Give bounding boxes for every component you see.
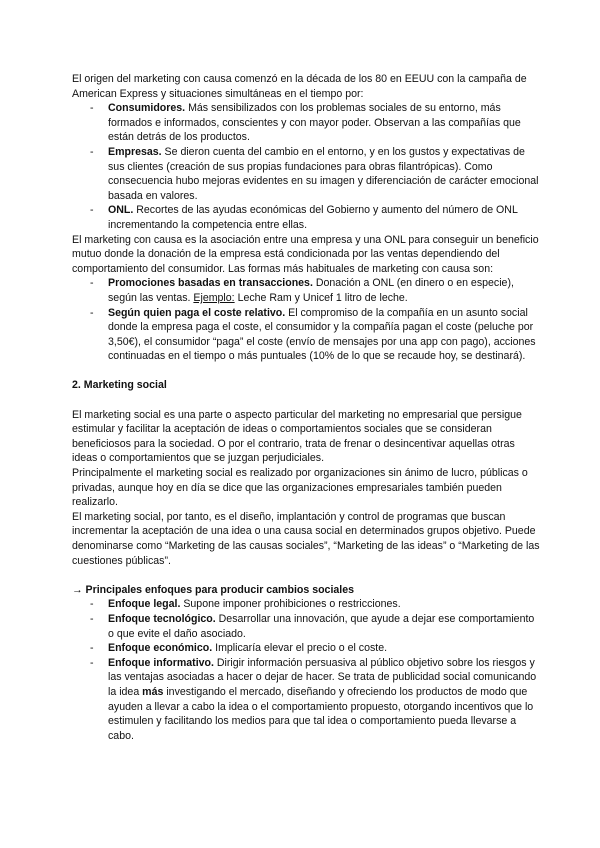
list-item-text: Más sensibilizados con los problemas sociales de su entorno, más formados e informados, conscientes y con mayor poder. Observan a las compañías que están detrás de los productos. [108, 102, 521, 144]
list-item-term: Según quien paga el coste relativo. [108, 306, 286, 319]
list-item [108, 203, 540, 232]
list-item-text: Se dieron cuenta del cambio en el entorno, y en los gustos y expectativas de sus clientes (creación de sus propias fundaciones para obras filantrópicas). Como consecuencia hubo mejoras evidentes en su imagen y diferenciación de carácter emocional basada en valores. [108, 145, 539, 202]
list-item-text: Implicaría elevar el precio o el coste. [212, 642, 388, 655]
list-item [108, 276, 540, 305]
section-paragraph: El marketing social, por tanto, es el diseño, implantación y control de programas que buscan incrementar la aceptación de una idea o una causa social en determinados grupos objetivo. Puede denominarse como “Marketing de las causas sociales”, “Marketing de las ideas” o “Marketing de las cuestiones públicas”. [72, 510, 540, 567]
list-item-term: Promociones basadas en transacciones. [108, 277, 313, 290]
list-item-term: Empresas. [108, 145, 162, 158]
section-heading: 2. Marketing social [72, 379, 167, 392]
list-item-text: El compromiso de la compañía en un asunto social donde la empresa paga el coste, el consumidor y la compañía pagan el coste (peluche por 3,50€), el consumidor “paga” el coste (envío de mensajes por una app con pago), acciones continuadas en el tiempo o más puntuales (10% de lo que se recaude hoy, se destinará). [108, 306, 536, 363]
list-item-term: Enfoque tecnológico. [108, 612, 216, 625]
list-item-term: ONL. [108, 204, 134, 217]
list-item [108, 306, 540, 364]
section-paragraph: Principalmente el marketing social es realizado por organizaciones sin ánimo de lucro, públicas o privadas, aunque hoy en día se dice que las organizaciones empresariales también pueden realizarlo. [72, 467, 528, 509]
list-item-text: Desarrollar una innovación, que ayude a dejar ese comportamiento o que evite el daño asociado. [108, 612, 535, 640]
forms-list [72, 276, 540, 364]
list-item-text: Dirigir información persuasiva al público objetivo sobre los riesgos y las ventajas asociadas a hacer o dejar de hacer. Se trata de publicidad social comunicando la idea [108, 656, 537, 698]
list-item-text: Leche Ram y Unicef 1 litro de leche. [234, 291, 408, 304]
emphasis-text: más [142, 685, 164, 698]
list-item [108, 101, 540, 145]
section-paragraph: El marketing social es una parte o aspecto particular del marketing no empresarial que persigue estimular y facilitar la aceptación de ideas o comportamientos sociales que se consideran beneficiosos para la sociedad. O por el contrario, trata de frenar o desincentivar aquellas otras ideas o comportamientos que se juzgan perjudiciales. [72, 408, 522, 465]
approaches-list [72, 597, 540, 743]
intro-paragraph: El origen del marketing con causa comenzó en la década de los 80 en EEUU con la campaña de American Express y situaciones simultáneas en el tiempo por: [72, 73, 527, 100]
list-item-term: Consumidores. [108, 102, 186, 115]
origin-list [72, 101, 540, 232]
list-item-term: Enfoque informativo. [108, 656, 214, 669]
list-item [108, 612, 540, 641]
list-item-text: Recortes de las ayudas económicas del Gobierno y aumento del número de ONL incrementando la competencia entre ellas. [108, 204, 518, 231]
subsection-heading: → Principales enfoques para producir cambios sociales [72, 583, 355, 596]
list-item [108, 597, 540, 612]
definition-paragraph: El marketing con causa es la asociación entre una empresa y una ONL para conseguir un beneficio mutuo donde la donación de la empresa está condicionada por las ventas dependiendo del comportamiento del consumidor. Las formas más habituales de marketing con causa son: [72, 233, 539, 275]
list-item [108, 145, 540, 203]
list-item-text: Supone imponer prohibiciones o restricciones. [180, 598, 401, 611]
list-item-text: investigando el mercado, diseñando y ofreciendo los productos de modo que ayuden a llevar a cabo la idea o el comportamiento propuesto, otorgando incentivos que lo estimulen y facilitando los medios para que tal idea o comportamiento pueda llevarse a cabo. [108, 685, 534, 742]
list-item [108, 656, 540, 744]
list-item-term: Enfoque económico. [108, 642, 213, 655]
list-item-term: Enfoque legal. [108, 598, 181, 611]
list-item [108, 641, 540, 656]
list-item-text: Donación a ONL (en dinero o en especie), según las ventas. [108, 277, 514, 304]
example-label: Ejemplo: [193, 291, 235, 304]
